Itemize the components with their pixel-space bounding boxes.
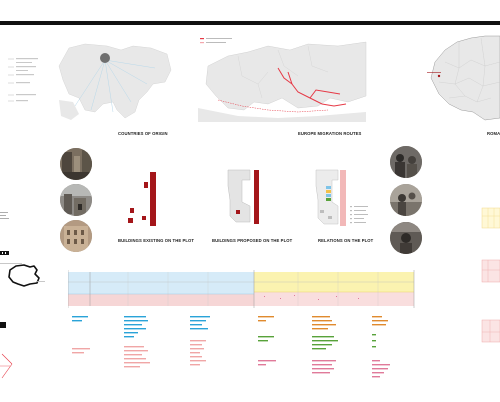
right-block-yellow (480, 206, 500, 230)
map-pin-icon (100, 53, 110, 63)
romania-outline-icon (6, 262, 46, 290)
plot-proposed-diagram (222, 166, 274, 230)
relations-title: RELATIONS ON THE PLOT (318, 238, 374, 243)
photo-building (60, 220, 92, 252)
plot-relations-diagram (312, 166, 372, 232)
right-block-pink-1 (480, 258, 500, 284)
scale-text (0, 253, 30, 257)
countries-of-origin-map (55, 40, 173, 122)
photo-street-1 (60, 148, 92, 180)
romania-title: ROMA (487, 131, 500, 136)
legend-lines (6, 55, 46, 115)
top-frame-line (0, 21, 500, 25)
existing-title: BUILDINGS EXISTING ON THE PLOT (118, 238, 195, 243)
photo-people-2 (390, 184, 422, 216)
compass-icon (0, 348, 18, 386)
europe-routes-title: EUROPE MIGRATION ROUTES (298, 131, 362, 136)
countries-of-origin-title: COUNTRIES OF ORIGIN (118, 131, 168, 136)
scale-bar-icon (0, 243, 10, 249)
left-legend (6, 55, 46, 115)
photo-people-1 (390, 146, 422, 178)
photo-people-3 (390, 222, 422, 254)
romania-map (425, 32, 500, 122)
plot-existing-diagram (120, 168, 170, 230)
europe-routes-map (198, 36, 368, 122)
right-block-pink-2 (480, 318, 500, 344)
bottom-text-columns (72, 316, 412, 390)
photo-street-2 (60, 184, 92, 216)
legend-square-black (0, 322, 6, 328)
proposed-title: BUILDINGS PROPOSED ON THE PLOT (212, 238, 293, 243)
legend-marks-left (0, 208, 12, 218)
timeline-chart (68, 270, 416, 310)
